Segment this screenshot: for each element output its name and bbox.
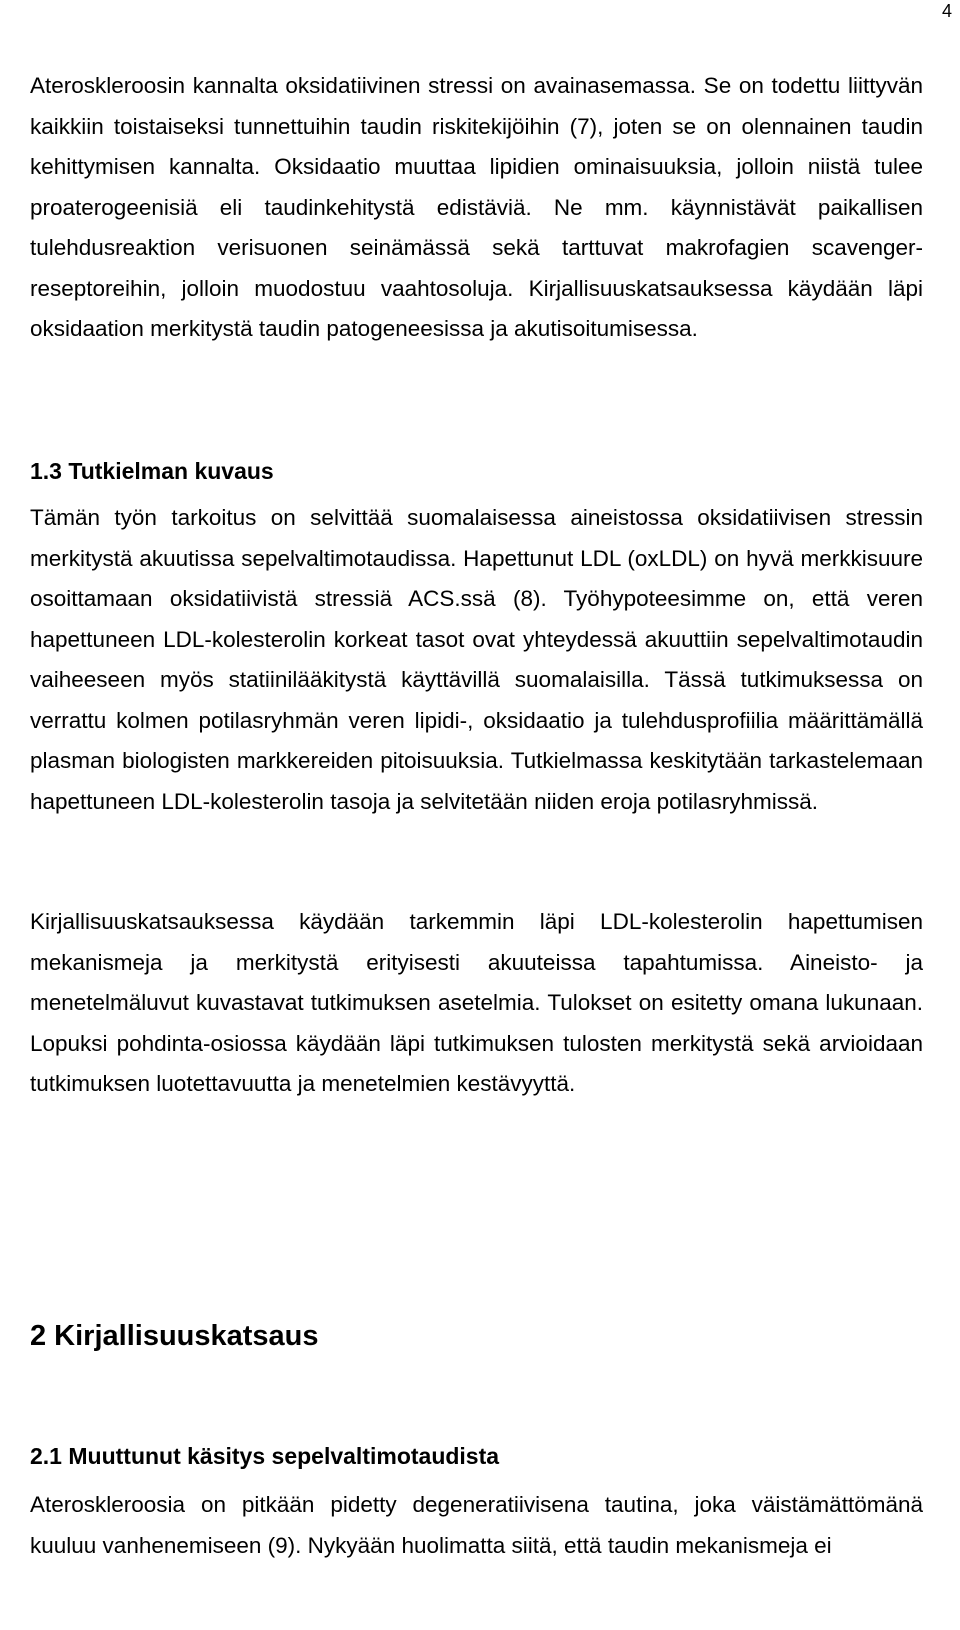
paragraph-thesis-structure: Kirjallisuuskatsauksessa käydään tarkemmin läpi LDL-kolesterolin hapettumisen mekanismeja ja merkitystä erityisesti akuuteissa tapahtumissa. Aineisto- ja menetelmäluvut kuvastavat tutkimuksen asetelmia. Tulokset on esitetty omana lukunaan. Lopuksi pohdinta-osiossa käydään läpi tutkimuksen tulosten merkitystä sekä arvioidaan tutkimuksen luotettavuutta ja menetelmien kestävyyttä. — [30, 909, 923, 1096]
heading-kirjallisuuskatsaus: 2 Kirjallisuuskatsaus — [30, 1320, 319, 1352]
paragraph-atherosclerosis-view: Ateroskleroosia on pitkään pidetty degeneratiivisena tautina, joka väistämättömänä kuuluu vanhenemiseen (9). Nykyään huolimatta siitä, että taudin mekanismeja ei — [30, 1492, 923, 1558]
heading-tutkielman-kuvaus: 1.3 Tutkielman kuvaus — [30, 458, 274, 484]
paragraph-study-purpose: Tämän työn tarkoitus on selvittää suomalaisessa aineistossa oksidatiivisen stressin merkitystä akuutissa sepelvaltimotaudissa. Hapettunut LDL (oxLDL) on hyvä merkkisuure osoittamaan oksidatiivistä stressiä ACS.ssä (8). Työhypoteesimme on, että veren hapettuneen LDL-kolesterolin korkeat tasot ovat yhteydessä akuuttiin sepelvaltimotaudin vaiheeseen myös statiinilääkitystä käyttävillä suomalaisilla. Tässä tutkimuksessa on verrattu kolmen potilasryhmän veren lipidi-, oksidaatio ja tulehdusprofiilia määrittämällä plasman biologisten markkereiden pitoisuuksia. Tutkielmassa keskitytään tarkastelemaan hapettuneen LDL-kolesterolin tasoja ja selvitetään niiden eroja potilasryhmissä. — [30, 505, 923, 814]
heading-muuttunut-kasitys: 2.1 Muuttunut käsitys sepelvaltimotaudista — [30, 1443, 500, 1469]
paragraph-oxidative-stress: Ateroskleroosin kannalta oksidatiivinen stressi on avainasemassa. Se on todettu liittyvän kaikkiin toistaiseksi tunnettuihin taudin riskitekijöihin (7), joten se on olennainen taudin kehittymisen kannalta. Oksidaatio muuttaa lipidien ominaisuuksia, jolloin niistä tulee proaterogeenisiä eli taudinkehitystä edistäviä. Ne mm. käynnistävät paikallisen tulehdusreaktion verisuonen seinämässä sekä tarttuvat makrofagien scavenger-reseptoreihin, jolloin muodostuu vaahtosoluja. Kirjallisuuskatsauksessa käydään läpi oksidaation merkitystä taudin patogeneesissa ja akutisoitumisessa. — [30, 73, 923, 341]
page-number: 4 — [941, 1, 952, 21]
